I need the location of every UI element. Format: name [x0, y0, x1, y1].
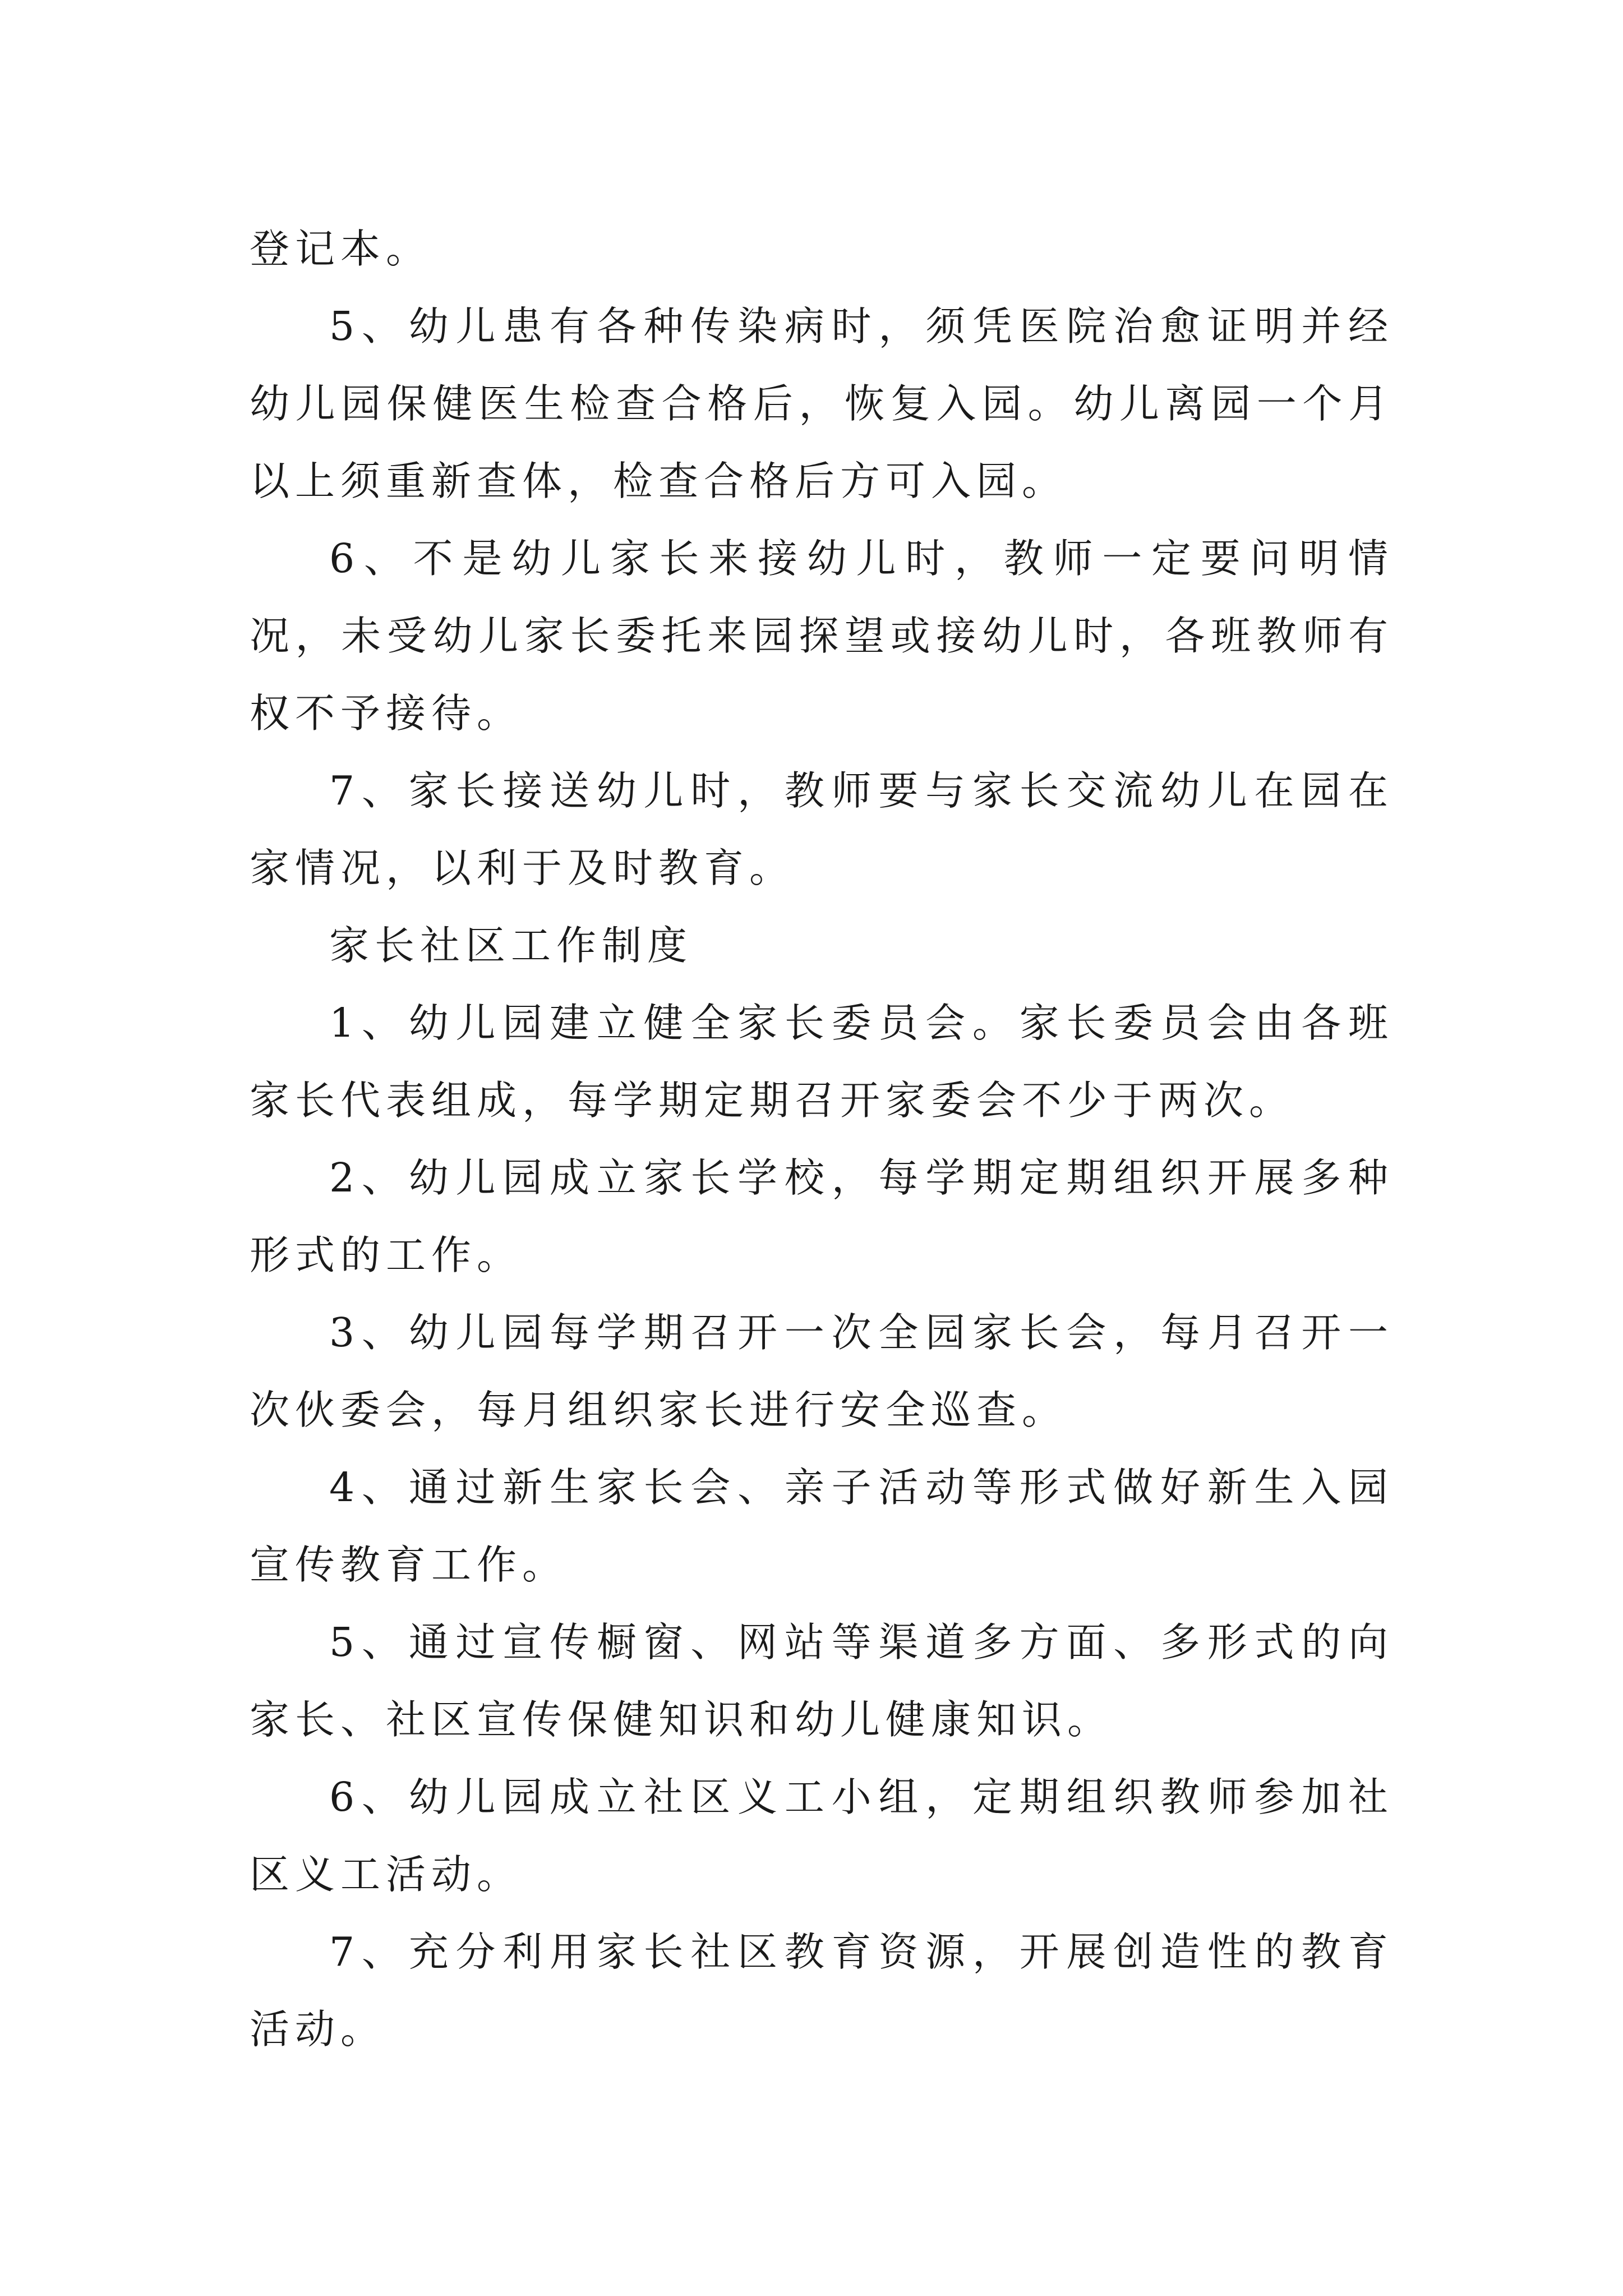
paragraph-item-6: 6、幼儿园成立社区义工小组，定期组织教师参加社区义工活动。: [250, 1774, 1394, 1898]
paragraph-item-2: 2、幼儿园成立家长学校，每学期定期组织开展多种形式的工作。: [250, 1154, 1394, 1278]
paragraph-item-5: 5、通过宣传橱窗、网站等渠道多方面、多形式的向家长、社区宣传保健知识和幼儿健康知识。: [250, 1619, 1394, 1743]
paragraph-rule-6-pickup: 6、不是幼儿家长来接幼儿时，教师一定要问明情况，未受幼儿家长委托来园探望或接幼儿时，各班教师有权不予接待。: [250, 535, 1394, 737]
section-heading: 家长社区工作制度: [329, 922, 693, 969]
document-body: [250, 210, 1394, 2068]
paragraph-item-3: 3、幼儿园每学期召开一次全园家长会，每月召开一次伙委会，每月组织家长进行安全巡查。: [250, 1309, 1394, 1433]
paragraph-continuation: 登记本。: [250, 226, 432, 272]
paragraph-rule-7-communication: 7、家长接送幼儿时，教师要与家长交流幼儿在园在家情况，以利于及时教育。: [250, 767, 1394, 891]
paragraph-item-4: 4、通过新生家长会、亲子活动等形式做好新生入园宣传教育工作。: [250, 1464, 1394, 1588]
paragraph-item-1: 1、幼儿园建立健全家长委员会。家长委员会由各班家长代表组成，每学期定期召开家委会不少于两次。: [250, 1000, 1394, 1124]
paragraph-rule-5-illness: 5、幼儿患有各种传染病时，须凭医院治愈证明并经幼儿园保健医生检查合格后，恢复入园。幼儿离园一个月以上须重新查体，检查合格后方可入园。: [250, 303, 1394, 504]
paragraph-item-7: 7、充分利用家长社区教育资源，开展创造性的教育活动。: [250, 1929, 1394, 2053]
